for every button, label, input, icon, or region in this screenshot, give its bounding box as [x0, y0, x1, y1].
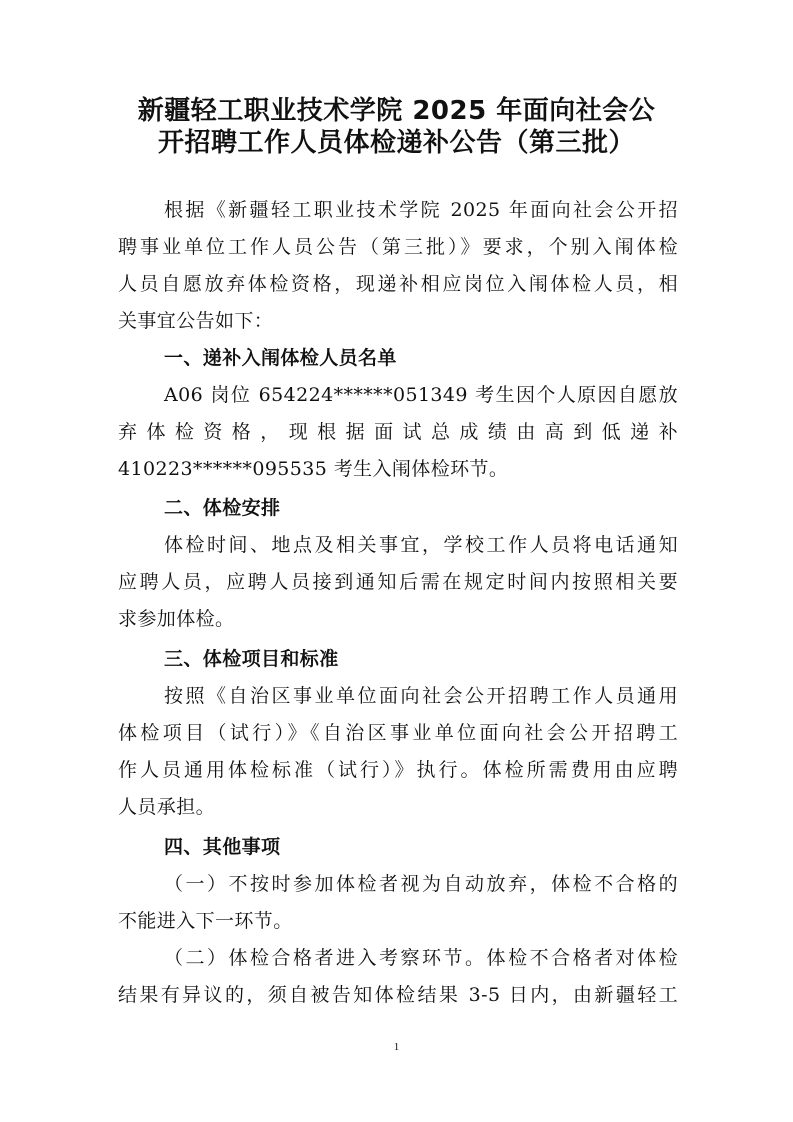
- body-line: 体检时间、地点及相关事宜，学校工作人员将电话通知: [164, 534, 678, 556]
- page-number: 1: [393, 1041, 400, 1053]
- body-line: 应聘人员，应聘人员接到通知后需在规定时间内按照相关要: [118, 571, 678, 593]
- body-line: （二）体检合格者进入考察环节。体检不合格者对体检: [164, 947, 678, 969]
- section-heading: 二、体检安排: [164, 497, 281, 519]
- section-heading: 四、其他事项: [164, 836, 281, 858]
- intro-line: 关事宜公告如下：: [118, 310, 274, 332]
- section-heading: 三、体检项目和标准: [164, 648, 339, 670]
- body-line: 410223******095535 考生入闱体检环节。: [118, 458, 509, 480]
- document-title-line-1: 新疆轻工职业技术学院 2025 年面向社会公: [137, 96, 656, 126]
- body-line: A06 岗位 654224******051349 考生因个人原因自愿放: [164, 384, 678, 406]
- intro-line: 人员自愿放弃体检资格，现递补相应岗位入闱体检人员，相: [118, 273, 678, 295]
- body-line: （一）不按时参加体检者视为自动放弃，体检不合格的: [164, 873, 678, 895]
- body-line: 求参加体检。: [118, 608, 235, 630]
- body-line: 按照《自治区事业单位面向社会公开招聘工作人员通用: [164, 685, 678, 707]
- intro-line: 根据《新疆轻工职业技术学院 2025 年面向社会公开招: [164, 199, 678, 221]
- body-line: 不能进入下一环节。: [118, 910, 293, 932]
- intro-line: 聘事业单位工作人员公告（第三批）》要求，个别入闱体检: [118, 236, 678, 258]
- body-line: 人员承担。: [118, 796, 216, 818]
- body-line: 结果有异议的，须自被告知体检结果 3-5 日内，由新疆轻工: [118, 984, 678, 1006]
- body-line: 体检项目（试行）》《自治区事业单位面向社会公开招聘工: [118, 722, 678, 744]
- document-title-line-2: 开招聘工作人员体检递补公告（第三批）: [157, 128, 635, 158]
- section-heading: 一、递补入闱体检人员名单: [164, 347, 397, 369]
- body-line: 作人员通用体检标准（试行）》执行。体检所需费用由应聘: [118, 759, 678, 781]
- body-line: 弃体检资格，现根据面试总成绩由高到低递补: [118, 421, 678, 443]
